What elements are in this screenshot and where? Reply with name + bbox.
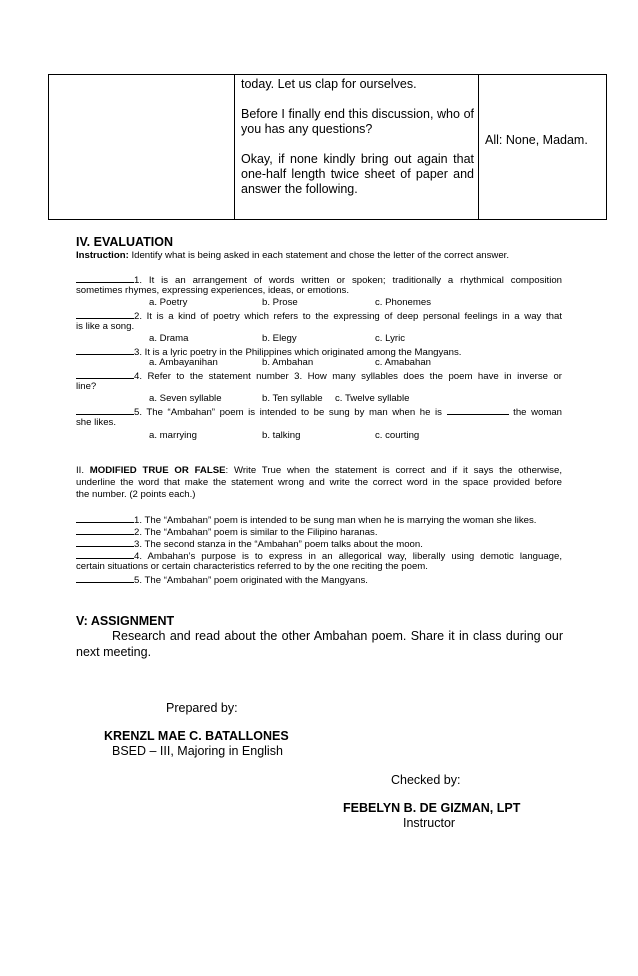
eval-1-option-c: c. Phonemes bbox=[375, 297, 431, 308]
eval-5-option-b: b. talking bbox=[262, 430, 301, 441]
student-activity-cell bbox=[479, 75, 606, 219]
modified-instruction-line-2: underline the word that make the statement wrong and write the correct word in the space provided before bbox=[76, 477, 562, 488]
tf-item-3-text: 3. The second stanza in the “Ambahan” poem talks about the moon. bbox=[134, 539, 423, 550]
modified-numeral: II. bbox=[76, 465, 84, 476]
eval-5-option-c: c. courting bbox=[375, 430, 420, 441]
eval-4-option-c: c. Twelve syllable bbox=[335, 393, 410, 404]
instruction-label: Instruction: bbox=[76, 250, 129, 261]
eval-item-5-text-a: 5. The “Ambahan” poem is intended to be sung by man when he is bbox=[134, 407, 442, 418]
answer-blank bbox=[76, 513, 134, 523]
answer-blank bbox=[76, 345, 134, 355]
tf-item-1-text: 1. The “Ambahan” poem is intended to be sung man when he is marrying the woman she likes. bbox=[134, 515, 537, 526]
teacher-line-3: Okay, if none kindly bring out again that one-half length twice sheet of paper and answer the following. bbox=[241, 152, 474, 196]
eval-item-2-cont: is like a song. bbox=[76, 321, 135, 332]
eval-item-4-text: 4. Refer to the statement number 3. How many syllables does the poem have in inverse or bbox=[134, 371, 562, 382]
eval-3-option-b: b. Ambahan bbox=[262, 357, 314, 368]
answer-blank bbox=[76, 573, 134, 583]
eval-3-option-a: a. Ambayanihan bbox=[149, 357, 218, 368]
teacher-line-2: Before I finally end this discussion, who of you has any questions? bbox=[241, 107, 474, 136]
eval-item-5 bbox=[76, 405, 562, 419]
evaluation-heading: IV. EVALUATION bbox=[76, 235, 174, 249]
eval-4-option-b: b. Ten syllable bbox=[262, 393, 323, 404]
eval-item-2 bbox=[76, 309, 562, 323]
answer-blank bbox=[76, 405, 134, 415]
inline-blank bbox=[447, 405, 509, 415]
eval-item-1-text: 1. It is an arrangement of words written or spoken; traditionally a rhythmical composition bbox=[134, 275, 562, 286]
eval-3-option-c: c. Amabahan bbox=[375, 357, 432, 368]
tf-item-2-text: 2. The “Ambahan” poem is similar to the Filipino haranas. bbox=[134, 527, 378, 538]
answer-blank bbox=[76, 537, 134, 547]
prepared-by-name: KRENZL MAE C. BATALLONES bbox=[104, 729, 289, 743]
student-answer: All: None, Madam. bbox=[485, 133, 588, 147]
eval-2-option-b: b. Elegy bbox=[262, 333, 297, 344]
answer-blank bbox=[76, 525, 134, 535]
modified-title: MODIFIED TRUE OR FALSE bbox=[89, 465, 226, 476]
assignment-line-1: Research and read about the other Ambahan poem. Share it in class during our bbox=[112, 629, 563, 643]
checked-by-name: FEBELYN B. DE GIZMAN, LPT bbox=[343, 801, 521, 815]
instruction-text: Identify what is being asked in each statement and chose the letter of the correct answer. bbox=[131, 250, 510, 261]
assignment-line-2: next meeting. bbox=[76, 645, 152, 659]
eval-5-option-a: a. marrying bbox=[149, 430, 197, 441]
modified-instruction-1: : Write True when the statement is correct and if it says the otherwise, bbox=[225, 465, 562, 476]
assignment-heading: V: ASSIGNMENT bbox=[76, 614, 175, 628]
eval-item-4 bbox=[76, 369, 562, 383]
eval-item-3-text: 3. It is a lyric poetry in the Philippines which originated among the Mangyans. bbox=[134, 347, 462, 358]
checked-by-label: Checked by: bbox=[391, 773, 461, 787]
eval-item-5-text-b: the woman bbox=[513, 407, 563, 418]
modified-instruction-line-1 bbox=[76, 465, 562, 477]
tf-item-4-text: 4. Ambahan’s purpose is to express in an allegorical way, liberally using demotic language, bbox=[134, 551, 562, 562]
eval-item-5-cont: she likes. bbox=[76, 417, 116, 428]
answer-blank bbox=[76, 309, 134, 319]
eval-item-1-cont: sometimes rhymes, expressing experiences, ideas, or emotions. bbox=[76, 285, 350, 296]
tf-item-4-cont: certain situations or certain characteristics referred to by the one reciting the poem. bbox=[76, 561, 428, 572]
table-column-1 bbox=[49, 75, 235, 219]
prepared-by-label: Prepared by: bbox=[166, 701, 238, 715]
answer-blank bbox=[76, 369, 134, 379]
teacher-activity-cell bbox=[235, 75, 479, 219]
eval-2-option-a: a. Drama bbox=[149, 333, 189, 344]
eval-2-option-c: c. Lyric bbox=[375, 333, 406, 344]
tf-item-5-text: 5. The “Ambahan” poem originated with the Mangyans. bbox=[134, 575, 368, 586]
lesson-table bbox=[48, 74, 607, 220]
answer-blank bbox=[76, 273, 134, 283]
teacher-line-1: today. Let us clap for ourselves. bbox=[241, 77, 417, 91]
eval-1-option-b: b. Prose bbox=[262, 297, 298, 308]
eval-item-4-cont: line? bbox=[76, 381, 97, 392]
modified-instruction-line-3: the number. (2 points each.) bbox=[76, 489, 196, 500]
eval-4-option-a: a. Seven syllable bbox=[149, 393, 222, 404]
tf-item-5 bbox=[76, 573, 566, 587]
eval-item-2-text: 2. It is a kind of poetry which refers to the expressing of deep personal feelings in a way that bbox=[134, 311, 562, 322]
checked-by-role: Instructor bbox=[403, 816, 456, 830]
eval-1-option-a: a. Poetry bbox=[149, 297, 188, 308]
prepared-by-role: BSED – III, Majoring in English bbox=[112, 744, 283, 758]
evaluation-instruction bbox=[76, 250, 576, 262]
answer-blank bbox=[76, 549, 134, 559]
